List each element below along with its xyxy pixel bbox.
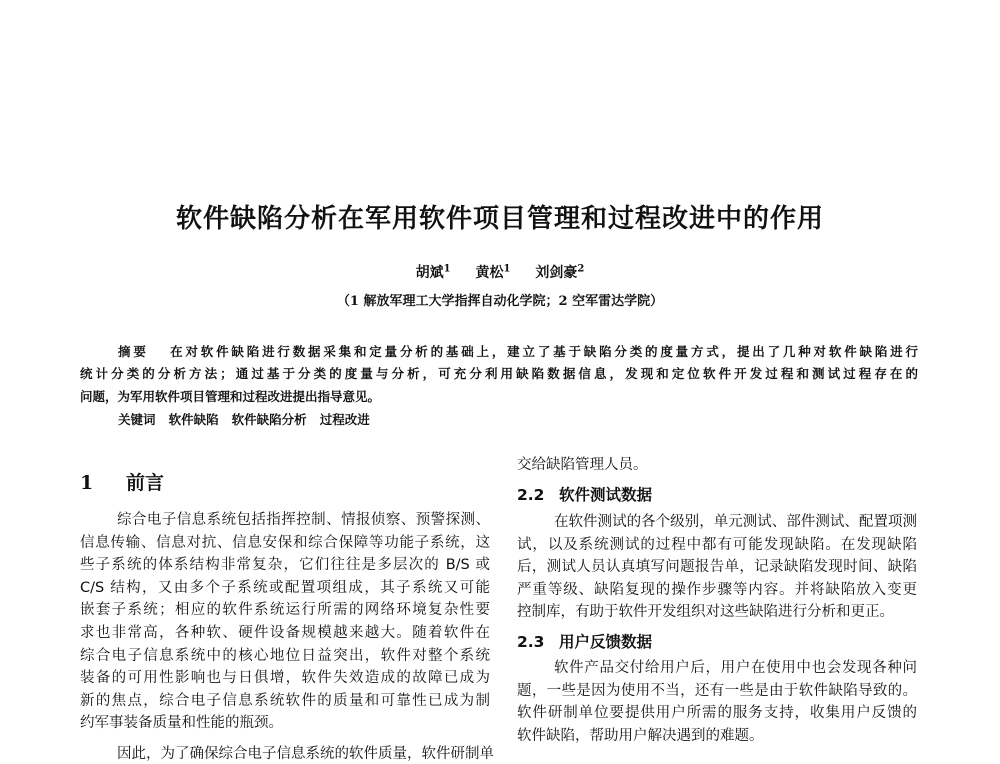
paragraph-line: C/S 结构，又由多个子系统或配置项组成，其子系统又可能: [80, 579, 490, 596]
paragraph-line: 求也非常高，各种软、硬件设备规模越来越大。随着软件在: [80, 625, 490, 641]
paragraph-line: 约军事装备质量和性能的瓶颈。: [80, 715, 283, 732]
paragraph-line: 软件产品交付给用户后，用户在使用中也会发现各种问: [554, 660, 917, 676]
section-heading-2-2: 2.2 软件测试数据: [517, 486, 653, 504]
abstract-line: 问题，为军用软件项目管理和过程改进提出指导意见。: [80, 389, 381, 404]
author-list: [0, 262, 1000, 282]
affiliation: （1 解放军理工大学指挥自动化学院；2 空军雷达学院）: [336, 294, 664, 309]
keywords: 关键词 软件缺陷 软件缺陷分析 过程改进: [118, 412, 370, 427]
paragraph-line: 试，以及系统测试的过程中都有可能发现缺陷。在发现缺陷: [517, 536, 917, 553]
paragraph-line: 些子系统的体系结构非常复杂，它们往往是多层次的 B/S 或: [80, 557, 490, 574]
author: 刘剑豪$^2$: [535, 263, 585, 281]
author: 黄松$^1$: [475, 263, 511, 281]
section-heading-1: 1 前言: [80, 472, 165, 494]
author: 胡斌$^1$: [415, 263, 451, 281]
paper-title: 软件缺陷分析在军用软件项目管理和过程改进中的作用: [175, 204, 824, 234]
abstract-line: 统计分类的分析方法；通过基于分类的度量与分析，可充分利用缺陷数据信息，发现和定位软件开发过程和测试过程存在的: [80, 366, 918, 381]
paragraph-line: 综合电子信息系统包括指挥控制、情报侦察、预警探测、: [117, 512, 490, 528]
paragraph-line: 综合电子信息系统中的核心地位日益突出，软件对整个系统: [80, 647, 490, 664]
abstract-line: 摘要 在对软件缺陷进行数据采集和定量分析的基础上，建立了基于缺陷分类的度量方式，提出了几种对软件缺陷进行: [118, 344, 918, 359]
paragraph-line: 题，一些是因为使用不当，还有一些是由于软件缺陷导致的。: [517, 682, 917, 699]
paragraph-line: 新的焦点，综合电子信息系统软件的质量和可靠性已成为制: [80, 692, 490, 709]
section-heading-2-3: 2.3 用户反馈数据: [517, 633, 653, 651]
paragraph-line: 在软件测试的各个级别，单元测试、部件测试、配置项测: [554, 514, 917, 530]
paragraph-line: 交给缺陷管理人员。: [517, 457, 648, 473]
paragraph-line: 因此，为了确保综合电子信息系统的软件质量，软件研制单: [117, 746, 494, 762]
paragraph-line: 严重等级、缺陷复现的操作步骤等内容。并将缺陷放入变更: [517, 581, 917, 598]
paragraph-line: 控制库，有助于软件开发组织对这些缺陷进行分析和更正。: [517, 604, 894, 621]
paragraph-line: 软件缺陷，帮助用户解决遇到的难题。: [517, 727, 764, 744]
paragraph-line: 后，测试人员认真填写问题报告单，记录缺陷发现时间、缺陷: [517, 559, 917, 576]
paragraph-line: 嵌套子系统；相应的软件系统运行所需的网络环境复杂性要: [80, 602, 490, 619]
keywords-label: 关键词: [118, 412, 156, 427]
paragraph-line: 信息传输、信息对抗、信息安保和综合保障等功能子系统，这: [80, 534, 490, 551]
abstract-label: 摘要: [118, 344, 149, 359]
paragraph-line: 装备的可用性影响也与日俱增，软件失效造成的故障已成为: [80, 670, 490, 687]
paragraph-line: 软件研制单位要提供用户所需的服务支持，收集用户反馈的: [517, 705, 917, 722]
